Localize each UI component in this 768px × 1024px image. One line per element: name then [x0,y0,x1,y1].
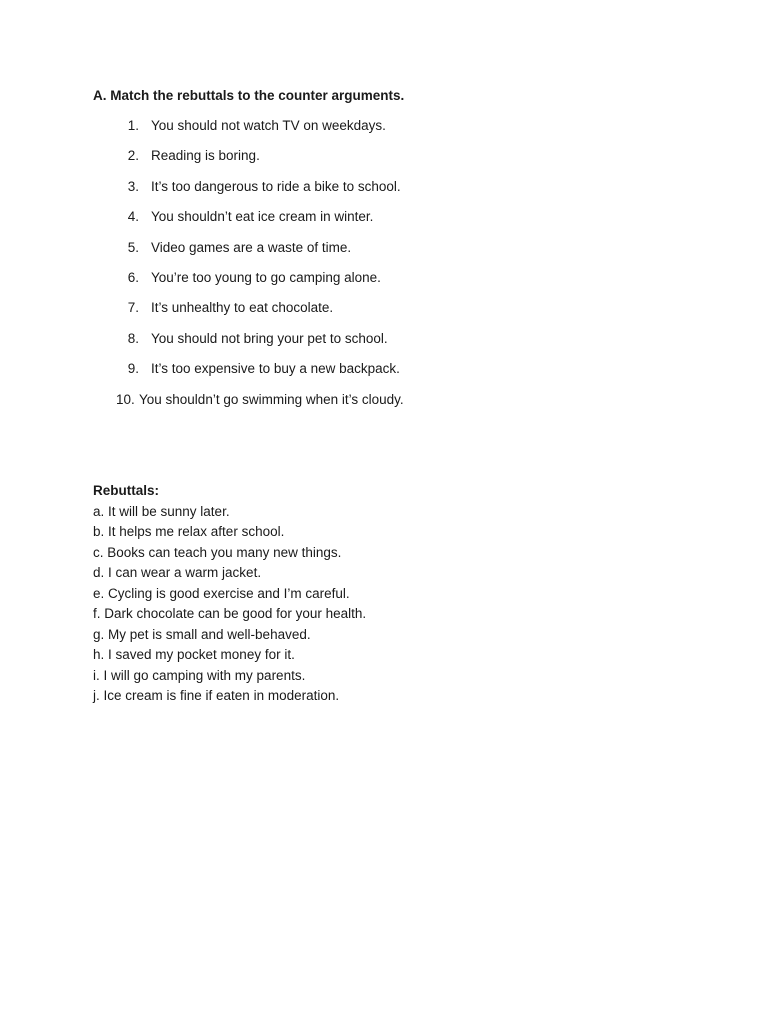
list-item [93,146,713,166]
section-a-heading: A. Match the rebuttals to the counter arguments. [93,88,405,103]
counter-arguments-list [93,116,713,410]
item-text: You shouldn’t go swimming when it’s cloudy. [139,391,404,407]
rebuttal-item-c: c. Books can teach you many new things. [93,544,342,560]
item-number: 8. [127,330,139,346]
item-number: 4. [127,209,139,225]
section-a [93,86,713,420]
list-item [93,207,713,227]
item-number: 3. [127,178,139,194]
list-item [93,359,713,379]
rebuttal-item-f: f. Dark chocolate can be good for your health. [93,606,367,621]
item-number: 5. [127,239,139,255]
rebuttals-section [93,481,713,707]
list-item [93,390,713,410]
rebuttal-item-g: g. My pet is small and well-behaved. [93,626,311,642]
rebuttals-list [93,502,713,707]
item-text: You shouldn’t eat ice cream in winter. [151,209,374,225]
item-text: Reading is boring. [151,148,260,164]
item-text: You should not bring your pet to school. [151,330,388,346]
list-item [93,329,713,349]
item-number: 7. [127,300,139,316]
rebuttal-item-i: i. I will go camping with my parents. [93,667,306,683]
rebuttals-heading: Rebuttals: [93,483,160,498]
list-item [93,116,713,136]
item-number: 10. [116,391,135,407]
item-number: 2. [127,148,139,164]
item-text: It’s unhealthy to eat chocolate. [151,300,334,316]
item-text: You should not watch TV on weekdays. [151,118,386,133]
item-number: 9. [127,361,139,377]
list-item [93,177,713,197]
item-text: You’re too young to go camping alone. [151,269,381,285]
rebuttal-item-j: j. Ice cream is fine if eaten in moderation. [93,688,340,703]
item-text: It’s too expensive to buy a new backpack. [151,361,400,377]
list-item [93,298,713,318]
item-text: Video games are a waste of time. [151,239,352,255]
item-number: 6. [127,269,139,285]
rebuttal-item-a: a. It will be sunny later. [93,503,230,519]
list-item [93,268,713,288]
rebuttal-item-e: e. Cycling is good exercise and I’m careful. [93,585,350,601]
list-item [93,238,713,258]
rebuttal-item-b: b. It helps me relax after school. [93,524,285,539]
item-number: 1. [127,118,139,133]
rebuttal-item-d: d. I can wear a warm jacket. [93,565,262,580]
rebuttal-item-h: h. I saved my pocket money for it. [93,647,295,662]
item-text: It’s too dangerous to ride a bike to school. [151,178,401,194]
